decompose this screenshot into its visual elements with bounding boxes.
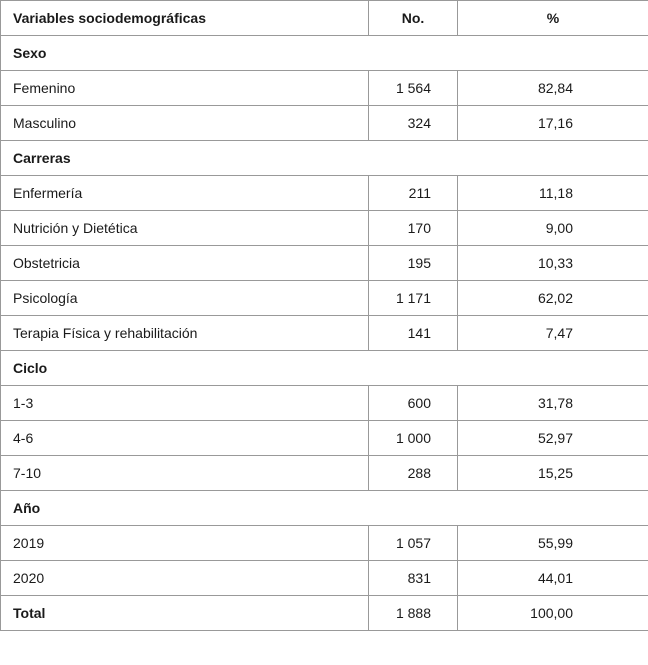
table-row [1, 281, 648, 316]
row-count: 211 [369, 176, 458, 211]
table-row [1, 456, 648, 491]
row-label: Masculino [1, 106, 369, 141]
row-count: 1 057 [369, 526, 458, 561]
total-row [1, 596, 648, 631]
row-label: 7-10 [1, 456, 369, 491]
header-count: No. [369, 1, 458, 36]
row-percent: 55,99 [458, 526, 648, 561]
table-row [1, 176, 648, 211]
row-label: 1-3 [1, 386, 369, 421]
row-count: 288 [369, 456, 458, 491]
total-count: 1 888 [369, 596, 458, 631]
table-row [1, 211, 648, 246]
table-row [1, 316, 648, 351]
row-percent: 10,33 [458, 246, 648, 281]
row-count: 170 [369, 211, 458, 246]
row-label: Terapia Física y rehabilitación [1, 316, 369, 351]
row-percent: 31,78 [458, 386, 648, 421]
row-percent: 7,47 [458, 316, 648, 351]
row-count: 1 171 [369, 281, 458, 316]
row-percent: 82,84 [458, 71, 648, 106]
row-count: 141 [369, 316, 458, 351]
total-percent: 100,00 [458, 596, 648, 631]
row-percent: 52,97 [458, 421, 648, 456]
table-row [1, 246, 648, 281]
table-row [1, 526, 648, 561]
row-count: 195 [369, 246, 458, 281]
table-row [1, 561, 648, 596]
section-title: Ciclo [1, 351, 648, 386]
row-label: Obstetricia [1, 246, 369, 281]
row-label: 2019 [1, 526, 369, 561]
row-label: 4-6 [1, 421, 369, 456]
section-row-sexo [1, 36, 648, 71]
row-percent: 62,02 [458, 281, 648, 316]
row-percent: 11,18 [458, 176, 648, 211]
section-title: Sexo [1, 36, 648, 71]
table-row [1, 386, 648, 421]
row-percent: 44,01 [458, 561, 648, 596]
total-label: Total [1, 596, 369, 631]
header-percent: % [458, 1, 648, 36]
row-count: 831 [369, 561, 458, 596]
row-count: 1 000 [369, 421, 458, 456]
row-count: 600 [369, 386, 458, 421]
row-percent: 15,25 [458, 456, 648, 491]
table-row [1, 71, 648, 106]
row-label: 2020 [1, 561, 369, 596]
row-percent: 17,16 [458, 106, 648, 141]
row-count: 324 [369, 106, 458, 141]
section-row-carreras [1, 141, 648, 176]
table-row [1, 106, 648, 141]
section-title: Año [1, 491, 648, 526]
row-count: 1 564 [369, 71, 458, 106]
row-label: Femenino [1, 71, 369, 106]
row-percent: 9,00 [458, 211, 648, 246]
header-row [1, 1, 648, 36]
table-row [1, 421, 648, 456]
section-title: Carreras [1, 141, 648, 176]
row-label: Nutrición y Dietética [1, 211, 369, 246]
row-label: Psicología [1, 281, 369, 316]
section-row-ciclo [1, 351, 648, 386]
row-label: Enfermería [1, 176, 369, 211]
section-row-ano [1, 491, 648, 526]
header-variable: Variables sociodemográficas [1, 1, 369, 36]
